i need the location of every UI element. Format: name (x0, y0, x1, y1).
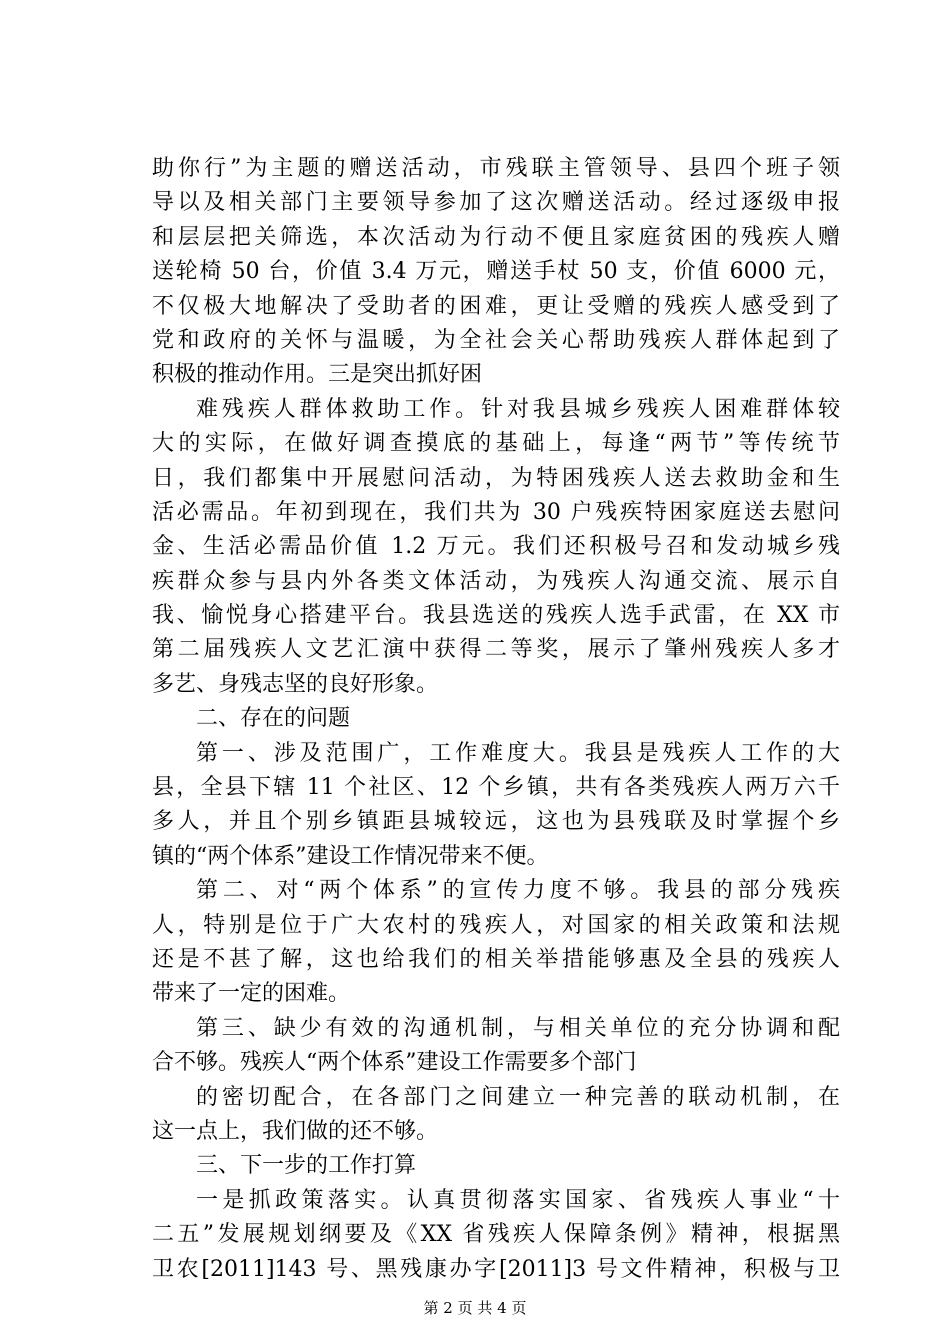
text-line: 二五”发展规划纲要及《XX 省残疾人保障条例》精神，根据黑 (152, 1222, 840, 1248)
text-line: 还是不甚了解，这也给我们的相关举措能够惠及全县的残疾人 (152, 946, 840, 972)
document-body (152, 152, 840, 1287)
text-line: 合不够。残疾人“两个体系”建设工作需要多个部门 (152, 1050, 637, 1076)
text-line: 党和政府的关怀与温暖，为全社会关心帮助残疾人群体起到了 (152, 327, 840, 353)
text-line: 积极的推动作用。三是突出抓好困 (152, 362, 483, 388)
text-line: 多人，并且个别乡镇距县城较远，这也为县残联及时掌握个乡 (152, 809, 840, 835)
text-line: 导以及相关部门主要领导参加了这次赠送活动。经过逐级申报 (152, 190, 840, 216)
text-line: 我、愉悦身心搭建平台。我县选送的残疾人选手武雷，在 XX 市 (152, 603, 840, 629)
text-line: 金、生活必需品价值 1.2 万元。我们还积极号召和发动城乡残 (152, 534, 840, 560)
text-line: 不仅极大地解决了受助者的困难，更让受赠的残疾人感受到了 (152, 293, 840, 319)
text-line: 的密切配合，在各部门之间建立一种完善的联动机制，在 (196, 1084, 840, 1110)
text-line: 难残疾人群体救助工作。针对我县城乡残疾人困难群体较 (196, 396, 840, 422)
text-line: 第二届残疾人文艺汇演中获得二等奖，展示了肇州残疾人多才 (152, 637, 840, 663)
text-line: 疾群众参与县内外各类文体活动，为残疾人沟通交流、展示自 (152, 568, 840, 594)
text-line: 镇的“两个体系”建设工作情况带来不便。 (152, 843, 549, 869)
text-line: 第一、涉及范围广，工作难度大。我县是残疾人工作的大 (196, 740, 840, 766)
text-line: 活必需品。年初到现在，我们共为 30 户残疾特困家庭送去慰问 (152, 499, 840, 525)
text-line: 多艺、身残志坚的良好形象。 (152, 671, 439, 697)
text-line: 人，特别是位于广大农村的残疾人，对国家的相关政策和法规 (152, 912, 840, 938)
text-line: 送轮椅 50 台，价值 3.4 万元，赠送手杖 50 支，价值 6000 元， (152, 259, 840, 285)
text-line: 大的实际，在做好调查摸底的基础上，每逢“两节”等传统节 (152, 431, 840, 457)
section-heading: 二、存在的问题 (196, 706, 351, 732)
text-line: 县，全县下辖 11 个社区、12 个乡镇，共有各类残疾人两万六千 (152, 775, 840, 801)
text-line: 第三、缺少有效的沟通机制，与相关单位的充分协调和配 (196, 1015, 840, 1041)
section-heading: 三、下一步的工作打算 (196, 1153, 417, 1179)
text-line: 带来了一定的困难。 (152, 981, 351, 1007)
text-line: 第二、对“两个体系”的宣传力度不够。我县的部分残疾 (196, 878, 840, 904)
text-line: 一是抓政策落实。认真贯彻落实国家、省残疾人事业“十 (196, 1187, 840, 1213)
text-line: 日，我们都集中开展慰问活动，为特困残疾人送去救助金和生 (152, 465, 840, 491)
text-line: 卫农[2011]143 号、黑残康办字[2011]3 号文件精神，积极与卫 (152, 1256, 840, 1282)
page-footer: 第 2 页 共 4 页 (423, 1299, 527, 1317)
text-line: 这一点上，我们做的还不够。 (152, 1118, 439, 1144)
text-line: 助你行”为主题的赠送活动，市残联主管领导、县四个班子领 (152, 156, 840, 181)
text-line: 和层层把关筛选，本次活动为行动不便且家庭贫困的残疾人赠 (152, 224, 840, 250)
